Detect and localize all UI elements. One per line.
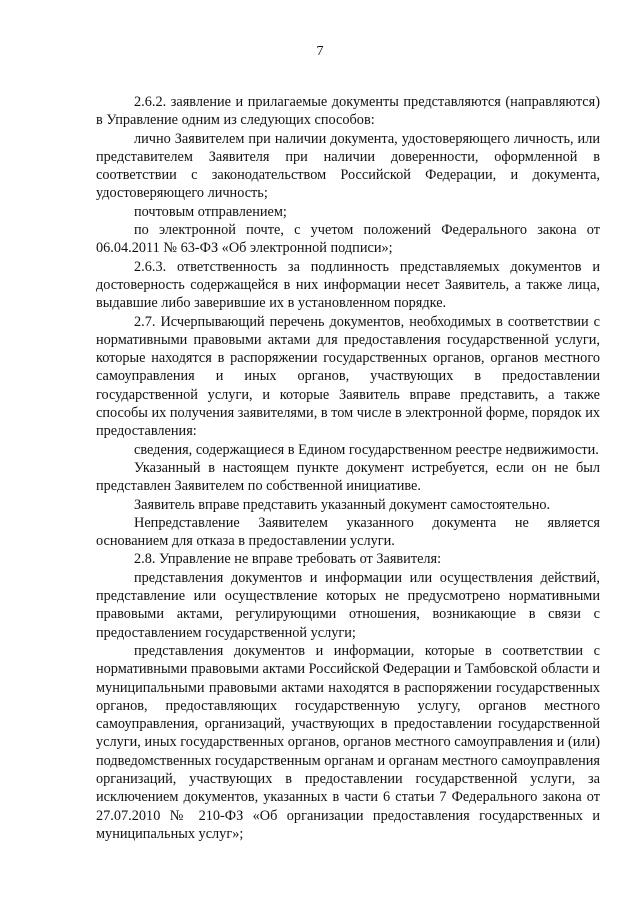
paragraph-registry-info: сведения, содержащиеся в Едином государственном реестре недвижимости. bbox=[134, 441, 599, 458]
paragraph-by-post: почтовым отправлением; bbox=[134, 203, 287, 220]
paragraph-by-email: по электронной почте, с учетом положений Федерального закона от 06.04.2011 № 63-ФЗ «Об электронной подписи»; bbox=[96, 222, 600, 257]
page-number: 7 bbox=[316, 44, 324, 59]
paragraph-documents-not-required: представления документов и информации, которые в соответствии с нормативными правовыми актами Российской Федерации и Тамбовской области и муниципальными правовыми актами находятся в распоряжении государственных органов, предоставляющих государственную услугу, органов местного самоуправления, организаций, участвующих в предоставлении государственной услуги, иных государственных органов, органов местного самоуправления и (или) подведомственных государственным органам и органам местного самоуправления организаций, участвующих в предоставлении государственной услуги, за исключением документов, указанных в части 6 статьи 7 Федерального закона от 27.07.2010 № 210-ФЗ «Об организации предоставления государственных и муниципальных услуг»; bbox=[96, 642, 600, 842]
paragraph-2-6-2: 2.6.2. заявление и прилагаемые документы представляются (направляются) в Управление одним из следующих способов: bbox=[96, 94, 600, 129]
paragraph-2-7: 2.7. Исчерпывающий перечень документов, необходимых в соответствии с нормативными правовыми актами для предоставления государственной услуги, которые находятся в распоряжении государственных органов, органов местного самоуправления и иных органов, участвующих в предоставлении государственной услуги, и которые Заявитель вправе представить, а также способы их получения заявителями, в том числе в электронной форме, порядок их предоставления: bbox=[96, 313, 600, 440]
paragraph-applicant-right: Заявитель вправе представить указанный документ самостоятельно. bbox=[134, 496, 551, 513]
paragraph-2-8: 2.8. Управление не вправе требовать от Заявителя: bbox=[134, 551, 442, 568]
paragraph-document-requested: Указанный в настоящем пункте документ истребуется, если он не был представлен Заявителем по собственной инициативе. bbox=[96, 459, 600, 495]
paragraph-2-6-3: 2.6.3. ответственность за подлинность представляемых документов и достоверность содержащейся в них информации несет Заявитель, а также лица, выдавшие либо заверившие их в установленном порядке. bbox=[96, 258, 600, 312]
paragraph-non-submission: Непредставление Заявителем указанного документа не является основанием для отказа в предоставлении услуги. bbox=[96, 514, 600, 550]
paragraph-actions-not-required: представления документов и информации или осуществления действий, представление или осуществление которых не предусмотрено нормативными правовыми актами, регулирующими отношения, возникающие в связи с предоставлением государственной услуги; bbox=[96, 569, 600, 641]
paragraph-in-person: лично Заявителем при наличии документа, удостоверяющего личность, или представителем Заявителя при наличии доверенности, оформленной в соответствии с законодательством Российской Федерации, и документа, удостоверяющего личность; bbox=[96, 130, 600, 202]
document-body bbox=[96, 93, 600, 843]
